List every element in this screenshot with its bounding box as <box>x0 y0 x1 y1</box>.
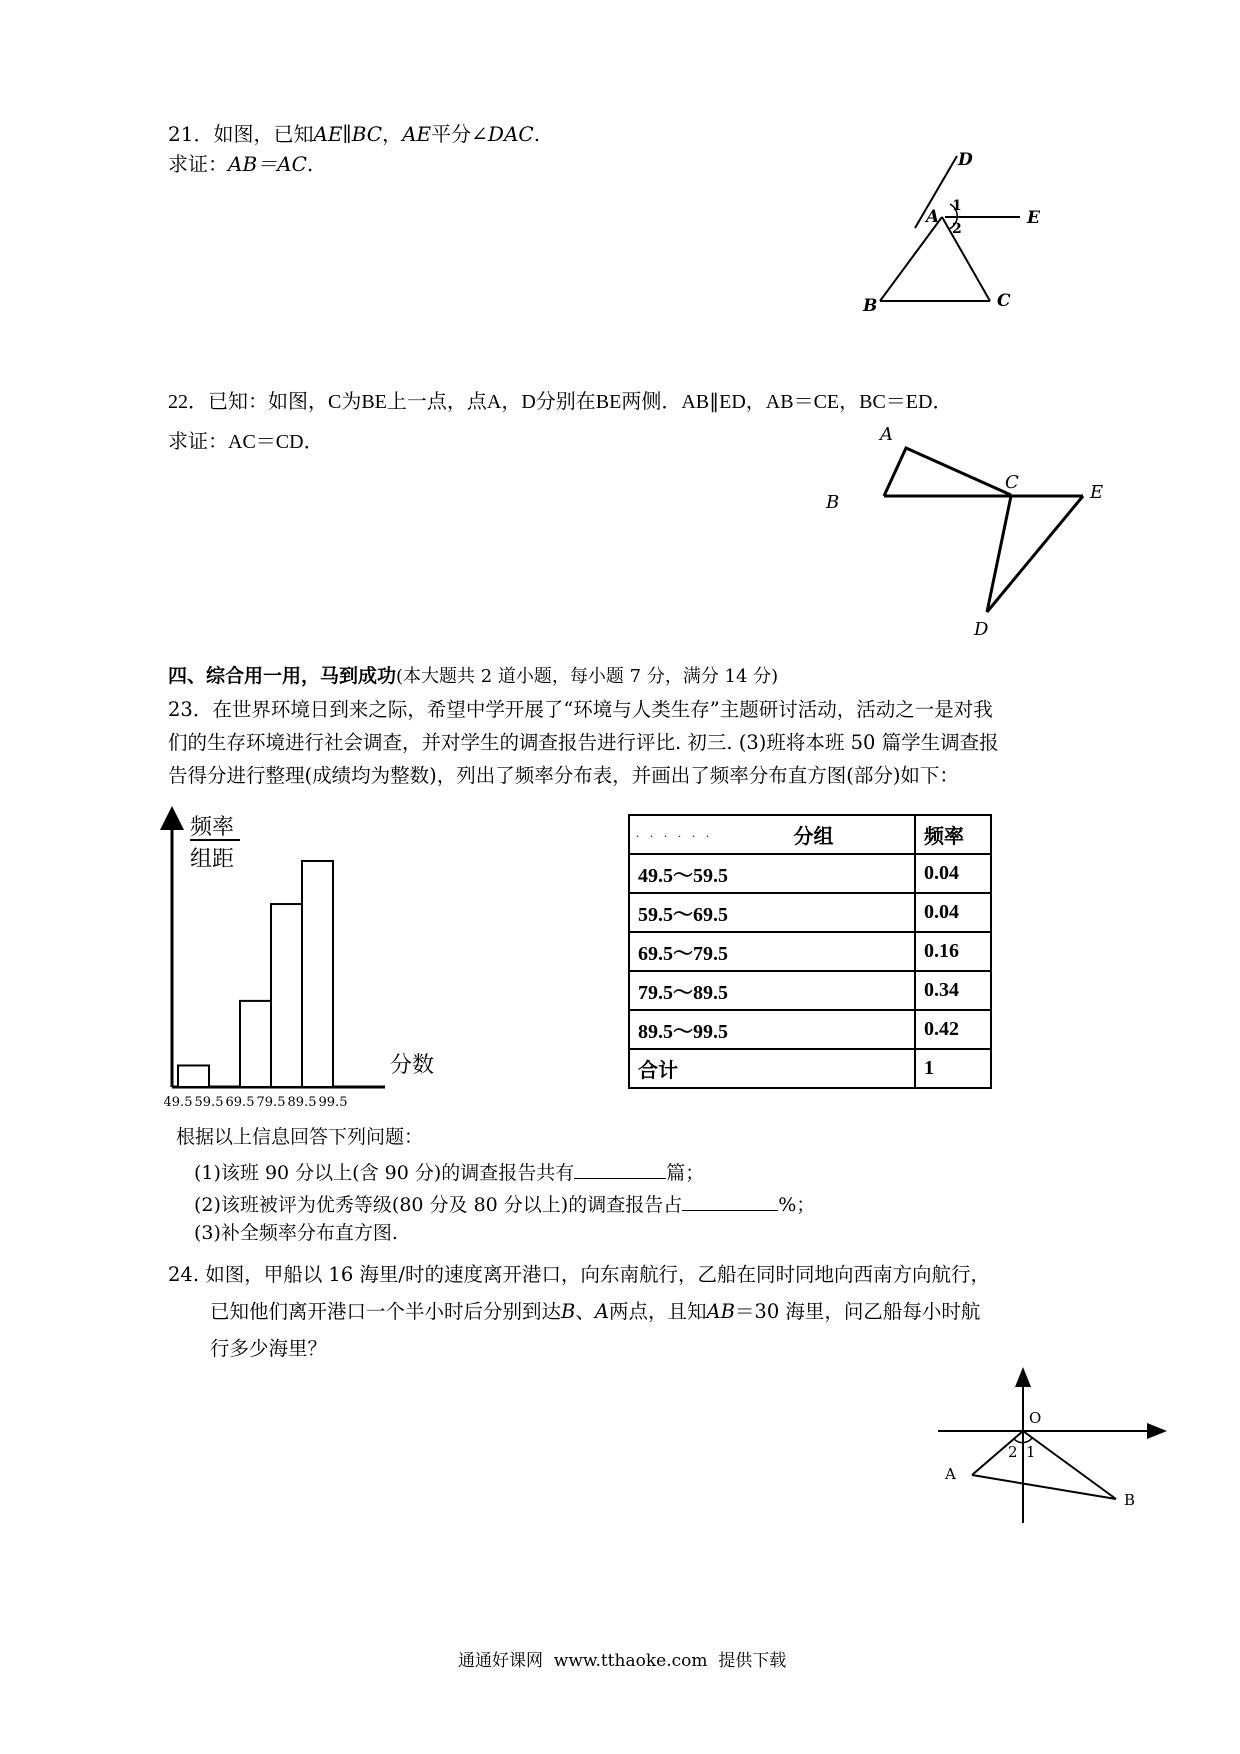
freq-cell: 0.04 <box>915 854 991 893</box>
q23-sub2: (2)该班被评为优秀等级(80 分及 80 分以上)的调查报告占 %； <box>194 1194 816 1216</box>
group-cell: 89.5～99.5 <box>629 1010 915 1049</box>
triangle-path-bac <box>884 448 1011 496</box>
q24-line3: 行多少海里？ <box>210 1337 328 1360</box>
label-e: E <box>1090 482 1104 503</box>
freq-cell: 0.42 <box>915 1010 991 1049</box>
line-ab <box>880 217 942 301</box>
table-row <box>629 893 991 932</box>
histogram-bar <box>240 1001 271 1087</box>
section-heading: 四、综合用一用，马到成功(本大题共 2 道小题，每小题 7 分，满分 14 分) <box>168 665 779 687</box>
q21-line2: 求证：AB＝AC. <box>168 152 314 176</box>
histogram-bar <box>178 1065 209 1087</box>
q23-line3: 告得分进行整理(成绩均为整数)，列出了频率分布表，并画出了频率分布直方图(部分)如下： <box>168 764 959 787</box>
freq-cell: 0.34 <box>915 971 991 1010</box>
group-cell: 59.5～69.5 <box>629 893 915 932</box>
q22-line2: 求证：AC＝CD． <box>168 431 324 453</box>
histogram-bar <box>302 861 333 1087</box>
q23-sub1: (1)该班 90 分以上(含 90 分)的调查报告共有 篇； <box>194 1162 705 1184</box>
label-b: B <box>863 296 878 316</box>
group-cell: 79.5～89.5 <box>629 971 915 1010</box>
table-row <box>629 932 991 971</box>
q24-line1: 24. 如图，甲船以 16 海里/时的速度离开港口，向东南航行，乙船在同时同地向西南方向航行， <box>168 1263 990 1286</box>
label-o: O <box>1029 1409 1042 1427</box>
label-c: C <box>997 291 1011 311</box>
table-header-row <box>629 815 991 854</box>
frequency-table <box>628 814 992 1089</box>
x-tick-label: 89.5 <box>287 1095 317 1110</box>
total-value-cell: 1 <box>915 1049 991 1088</box>
line-cd <box>987 496 1011 612</box>
table-total-row <box>629 1049 991 1088</box>
group-cell: 69.5～79.5 <box>629 932 915 971</box>
x-tick-label: 99.5 <box>318 1095 348 1110</box>
freq-cell: 0.16 <box>915 932 991 971</box>
label-d: D <box>974 619 989 640</box>
freq-cell: 0.04 <box>915 893 991 932</box>
table-row <box>629 854 991 893</box>
x-tick-label: 59.5 <box>194 1095 224 1110</box>
label-b: B <box>1124 1491 1136 1509</box>
answer-blank-1[interactable] <box>574 1160 666 1179</box>
label-a: A <box>880 424 893 445</box>
total-label-cell: 合计 <box>629 1049 915 1088</box>
label-a: A <box>926 207 940 227</box>
label-e: E <box>1027 208 1040 228</box>
q22-line1: 22．已知：如图，C为BE上一点，点A，D分别在BE两侧．AB∥ED，AB＝CE，BC＝ED． <box>168 391 953 413</box>
x-tick-label: 79.5 <box>256 1095 286 1110</box>
q24-figure <box>930 1365 1170 1535</box>
q23-line1: 23．在世界环境日到来之际，希望中学开展了“环境与人类生存”主题研讨活动，活动之一是对我 <box>168 698 993 721</box>
histogram-ticks <box>164 1095 348 1110</box>
label-1: 1 <box>1026 1443 1036 1461</box>
label-d: D <box>958 150 973 170</box>
header-group-cell: . . . . . . 分组 <box>629 815 915 854</box>
x-tick-label: 69.5 <box>225 1095 255 1110</box>
histogram-bar <box>271 904 302 1087</box>
answer-blank-2[interactable] <box>682 1192 778 1211</box>
y-label-bottom: 组距 <box>190 847 235 872</box>
q23-line2: 们的生存环境进行社会调查，并对学生的调查报告进行评比. 初三. (3)班将本班 50 篇学生调查报 <box>168 731 999 754</box>
label-2: 2 <box>1008 1443 1018 1461</box>
label-1: 1 <box>952 198 962 214</box>
q24-line2: 已知他们离开港口一个半小时后分别到达B、A两点，且知AB＝30 海里，问乙船每小时航 <box>210 1300 981 1323</box>
x-tick-label: 49.5 <box>163 1095 193 1110</box>
y-label-top: 频率 <box>190 815 235 840</box>
footer-credit: 通通好课网 www.tthaoke.com 提供下载 <box>458 1651 787 1671</box>
label-b: B <box>826 492 840 513</box>
q22-figure <box>810 420 1130 640</box>
q21-figure <box>840 150 1070 330</box>
histogram-bars <box>178 861 333 1087</box>
table-row <box>629 1010 991 1049</box>
x-label: 分数 <box>390 1053 435 1078</box>
q23-intro: 根据以上信息回答下列问题： <box>176 1126 424 1148</box>
header-freq-cell: 频率 <box>915 815 991 854</box>
label-a: A <box>945 1465 956 1483</box>
q21-line1: 21．如图，已知AE∥BC，AE平分∠DAC. <box>168 122 541 146</box>
group-cell: 49.5～59.5 <box>629 854 915 893</box>
line-de <box>987 496 1083 612</box>
q23-sub3: (3)补全频率分布直方图. <box>194 1222 398 1244</box>
line-ob <box>1023 1431 1116 1499</box>
table-row <box>629 971 991 1010</box>
label-2: 2 <box>952 221 962 237</box>
histogram <box>160 800 460 1110</box>
label-c: C <box>1005 472 1019 493</box>
line-ab <box>972 1475 1116 1499</box>
line-ac <box>942 217 990 301</box>
